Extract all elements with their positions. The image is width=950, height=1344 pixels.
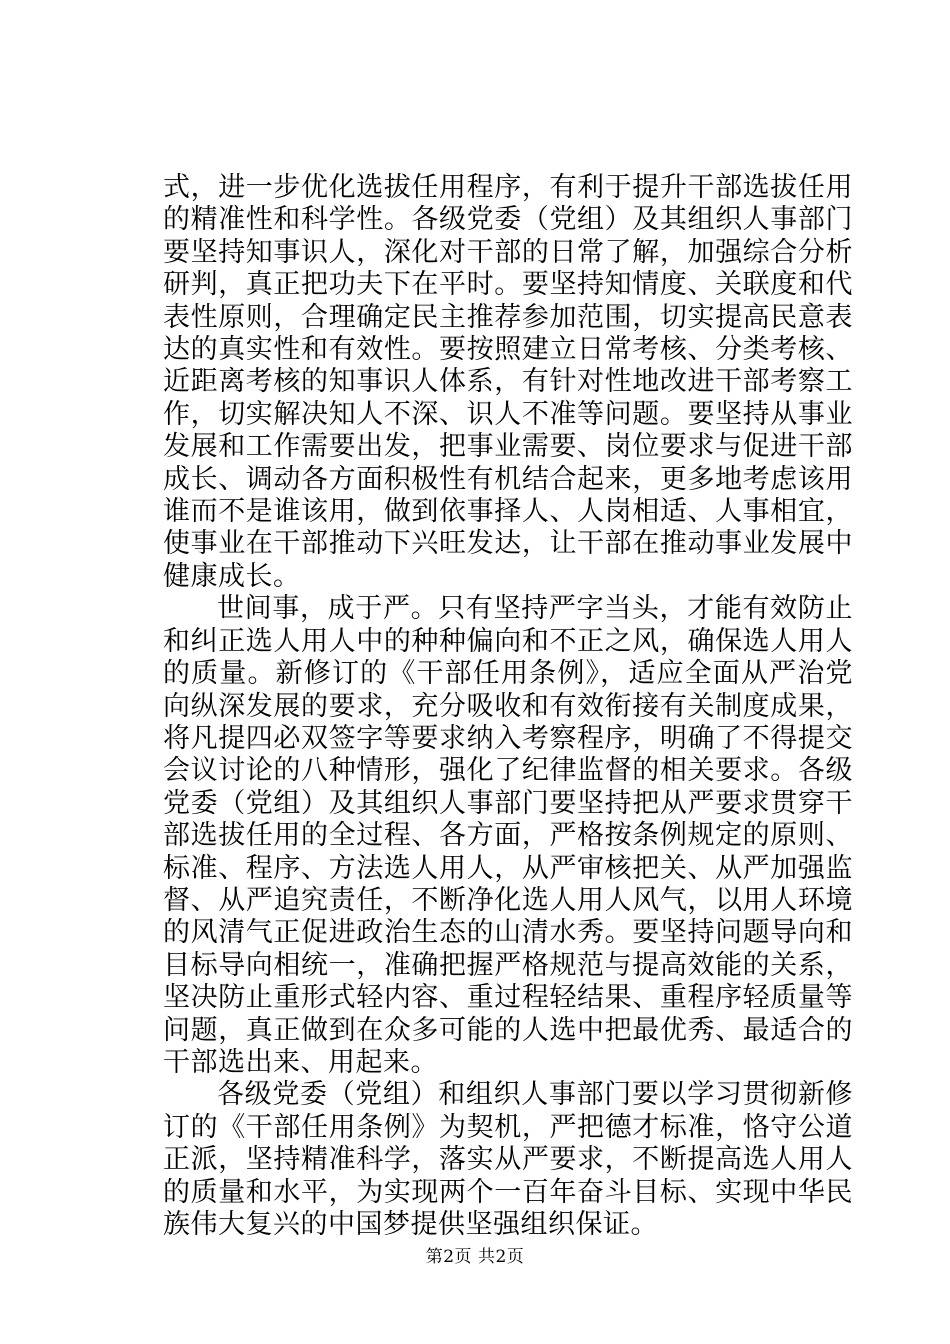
page-footer: 第2页 共2页 bbox=[425, 1247, 525, 1267]
paragraph-3: 各级党委（党组）和组织人事部门要以学习贯彻新修订的《干部任用条例》为契机，严把德才标准，恪守公道正派，坚持精准科学，落实从严要求，不断提高选人用人的质量和水平，为实现两个一百年奋斗目标、实现中华民族伟大复兴的中国梦提供坚强组织保证。 bbox=[163, 1079, 853, 1240]
paragraph-2: 世间事，成于严。只有坚持严字当头，才能有效防止和纠正选人用人中的种种偏向和不正之风，确保选人用人的质量。新修订的《干部任用条例》，适应全面从严治党向纵深发展的要求，充分吸收和有效衔接有关制度成果，将凡提四必双签字等要求纳入考察程序，明确了不得提交会议讨论的八种情形，强化了纪律监督的相关要求。各级党委（党组）及其组织人事部门要坚持把从严要求贯穿干部选拔任用的全过程、各方面，严格按条例规定的原则、标准、程序、方法选人用人，从严审核把关、从严加强监督、从严追究责任，不断净化选人用人风气，以用人环境的风清气正促进政治生态的山清水秀。要坚持问题导向和目标导向相统一，准确把握严格规范与提高效能的关系，坚决防止重形式轻内容、重过程轻结果、重程序轻质量等问题，真正做到在众多可能的人选中把最优秀、最适合的干部选出来、用起来。 bbox=[163, 593, 853, 1078]
document-body bbox=[163, 172, 853, 1241]
paragraph-1: 式，进一步优化选拔任用程序，有利于提升干部选拔任用的精准性和科学性。各级党委（党组）及其组织人事部门要坚持知事识人，深化对干部的日常了解，加强综合分析研判，真正把功夫下在平时。要坚持知情度、关联度和代表性原则，合理确定民主推荐参加范围，切实提高民意表达的真实性和有效性。要按照建立日常考核、分类考核、近距离考核的知事识人体系，有针对性地改进干部考察工作，切实解决知人不深、识人不准等问题。要坚持从事业发展和工作需要出发，把事业需要、岗位要求与促进干部成长、调动各方面积极性有机结合起来，更多地考虑该用谁而不是谁该用，做到依事择人、人岗相适、人事相宜，使事业在干部推动下兴旺发达，让干部在推动事业发展中健康成长。 bbox=[163, 172, 853, 592]
